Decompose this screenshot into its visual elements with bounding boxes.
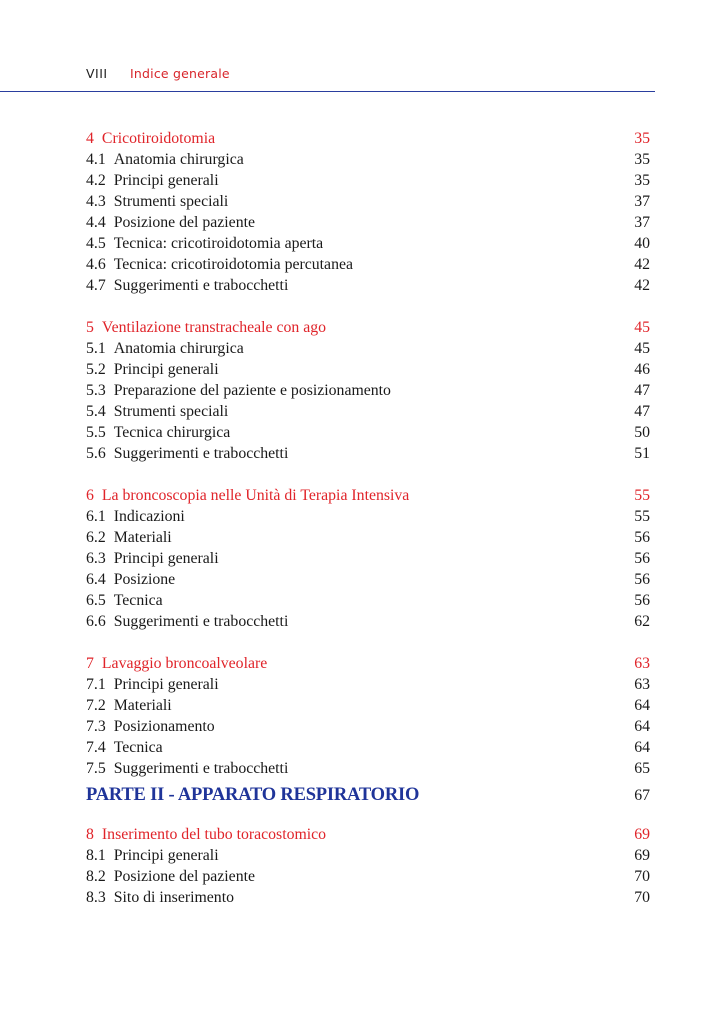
section-label <box>86 170 219 191</box>
section-title: Suggerimenti e trabocchetti <box>113 760 289 777</box>
chapter-title: Lavaggio broncoalveolare <box>101 655 268 672</box>
chapters-after-part <box>86 824 650 908</box>
section-title: Materiali <box>113 529 172 546</box>
section-title: Tecnica: cricotiroidotomia aperta <box>113 235 324 252</box>
section-page: 35 <box>634 151 650 168</box>
part-page: 67 <box>634 787 650 804</box>
chapter-page: 63 <box>634 655 650 672</box>
chapter-number: 6 <box>86 487 94 504</box>
section-label <box>86 191 228 212</box>
section-entry[interactable] <box>86 254 650 275</box>
chapter-page: 55 <box>634 487 650 504</box>
section-label <box>86 443 288 464</box>
chapter-page: 35 <box>634 130 650 147</box>
chapter-entry[interactable] <box>86 485 650 506</box>
section-page: 42 <box>634 277 650 294</box>
section-label <box>86 401 228 422</box>
section-page: 69 <box>634 847 650 864</box>
section-title: Sito di inserimento <box>113 889 234 906</box>
chapter-title: Inserimento del tubo toracostomico <box>101 826 327 843</box>
section-entry[interactable] <box>86 443 650 464</box>
section-entry[interactable] <box>86 359 650 380</box>
section-number: 4.1 <box>86 151 106 168</box>
section-entry[interactable] <box>86 212 650 233</box>
chapter-label <box>86 485 409 506</box>
chapter-title: La broncoscopia nelle Unità di Terapia Intensiva <box>101 487 410 504</box>
section-title: Tecnica <box>113 739 163 756</box>
section-number: 6.4 <box>86 571 106 588</box>
section-number: 7.4 <box>86 739 106 756</box>
spacer <box>86 632 650 653</box>
section-entry[interactable] <box>86 149 650 170</box>
section-entry[interactable] <box>86 191 650 212</box>
section-entry[interactable] <box>86 887 650 908</box>
chapter-number: 5 <box>86 319 94 336</box>
section-page: 46 <box>634 361 650 378</box>
section-page: 56 <box>634 550 650 567</box>
page-number: VIII <box>86 66 108 81</box>
section-number: 6.3 <box>86 550 106 567</box>
section-label <box>86 275 288 296</box>
section-page: 45 <box>634 340 650 357</box>
section-number: 6.2 <box>86 529 106 546</box>
section-page: 62 <box>634 613 650 630</box>
section-title: Principi generali <box>113 676 219 693</box>
section-number: 5.5 <box>86 424 106 441</box>
section-label <box>86 233 323 254</box>
section-title: Tecnica: cricotiroidotomia percutanea <box>113 256 353 273</box>
section-entry[interactable] <box>86 506 650 527</box>
section-entry[interactable] <box>86 866 650 887</box>
section-page: 63 <box>634 676 650 693</box>
chapter-block <box>86 824 650 908</box>
section-title: Principi generali <box>113 172 219 189</box>
section-entry[interactable] <box>86 611 650 632</box>
section-title: Posizione del paziente <box>113 868 255 885</box>
chapter-block <box>86 464 650 632</box>
section-title: Anatomia chirurgica <box>113 151 244 168</box>
section-title: Materiali <box>113 697 172 714</box>
section-page: 37 <box>634 193 650 210</box>
chapter-entry[interactable] <box>86 653 650 674</box>
table-of-contents <box>86 128 650 908</box>
section-entry[interactable] <box>86 380 650 401</box>
chapter-title: Ventilazione transtracheale con ago <box>101 319 327 336</box>
chapter-label <box>86 824 326 845</box>
chapter-title: Cricotiroidotomia <box>101 130 216 147</box>
chapters-before-part <box>86 128 650 779</box>
section-label <box>86 674 219 695</box>
section-page: 55 <box>634 508 650 525</box>
section-number: 8.3 <box>86 889 106 906</box>
section-number: 5.4 <box>86 403 106 420</box>
section-page: 35 <box>634 172 650 189</box>
section-page: 50 <box>634 424 650 441</box>
section-label <box>86 149 244 170</box>
section-label <box>86 338 244 359</box>
section-number: 4.5 <box>86 235 106 252</box>
section-number: 4.3 <box>86 193 106 210</box>
section-number: 5.3 <box>86 382 106 399</box>
chapter-block <box>86 632 650 779</box>
section-number: 7.2 <box>86 697 106 714</box>
section-number: 6.6 <box>86 613 106 630</box>
section-page: 65 <box>634 760 650 777</box>
section-label <box>86 506 185 527</box>
section-title: Posizione del paziente <box>113 214 255 231</box>
chapter-label <box>86 653 267 674</box>
section-page: 70 <box>634 868 650 885</box>
section-label <box>86 845 219 866</box>
section-label <box>86 254 353 275</box>
section-label <box>86 758 288 779</box>
chapter-number: 8 <box>86 826 94 843</box>
section-entry[interactable] <box>86 674 650 695</box>
section-page: 56 <box>634 529 650 546</box>
section-label <box>86 611 288 632</box>
section-number: 7.3 <box>86 718 106 735</box>
section-page: 40 <box>634 235 650 252</box>
chapter-entry[interactable] <box>86 824 650 845</box>
section-title: Tecnica chirurgica <box>113 424 231 441</box>
chapter-entry[interactable] <box>86 317 650 338</box>
section-page: 51 <box>634 445 650 462</box>
section-page: 47 <box>634 403 650 420</box>
chapter-label <box>86 317 326 338</box>
section-entry[interactable] <box>86 548 650 569</box>
section-page: 70 <box>634 889 650 906</box>
section-label <box>86 422 230 443</box>
section-number: 4.7 <box>86 277 106 294</box>
section-number: 6.1 <box>86 508 106 525</box>
section-label <box>86 527 172 548</box>
chapter-block <box>86 296 650 464</box>
section-number: 8.2 <box>86 868 106 885</box>
section-label <box>86 359 219 380</box>
section-number: 7.1 <box>86 676 106 693</box>
section-entry[interactable] <box>86 233 650 254</box>
section-label <box>86 380 391 401</box>
spacer <box>86 296 650 317</box>
section-number: 5.6 <box>86 445 106 462</box>
part-heading[interactable] <box>86 785 650 818</box>
section-entry[interactable] <box>86 590 650 611</box>
chapter-block <box>86 128 650 296</box>
section-number: 4.4 <box>86 214 106 231</box>
chapter-number: 4 <box>86 130 94 147</box>
section-page: 47 <box>634 382 650 399</box>
section-label <box>86 737 163 758</box>
chapter-page: 45 <box>634 319 650 336</box>
running-title: Indice generale <box>130 66 230 81</box>
section-page: 37 <box>634 214 650 231</box>
section-title: Strumenti speciali <box>113 403 229 420</box>
section-title: Posizione <box>113 571 176 588</box>
section-number: 4.6 <box>86 256 106 273</box>
section-label <box>86 716 215 737</box>
section-title: Principi generali <box>113 550 219 567</box>
section-label <box>86 590 163 611</box>
section-title: Anatomia chirurgica <box>113 340 244 357</box>
section-page: 56 <box>634 571 650 588</box>
section-entry[interactable] <box>86 338 650 359</box>
section-entry[interactable] <box>86 845 650 866</box>
section-label <box>86 887 234 908</box>
section-entry[interactable] <box>86 758 650 779</box>
section-title: Preparazione del paziente e posizionamento <box>113 382 391 399</box>
section-number: 6.5 <box>86 592 106 609</box>
section-label <box>86 866 255 887</box>
spacer <box>86 464 650 485</box>
section-entry[interactable] <box>86 401 650 422</box>
section-page: 64 <box>634 718 650 735</box>
section-label <box>86 548 219 569</box>
section-page: 64 <box>634 739 650 756</box>
section-page: 56 <box>634 592 650 609</box>
section-title: Principi generali <box>113 361 219 378</box>
section-number: 5.1 <box>86 340 106 357</box>
section-title: Posizionamento <box>113 718 215 735</box>
section-entry[interactable] <box>86 695 650 716</box>
chapter-label <box>86 128 215 149</box>
section-number: 8.1 <box>86 847 106 864</box>
section-entry[interactable] <box>86 170 650 191</box>
section-title: Principi generali <box>113 847 219 864</box>
section-entry[interactable] <box>86 737 650 758</box>
section-title: Suggerimenti e trabocchetti <box>113 445 289 462</box>
section-title: Tecnica <box>113 592 163 609</box>
section-number: 4.2 <box>86 172 106 189</box>
section-title: Strumenti speciali <box>113 193 229 210</box>
section-label <box>86 695 172 716</box>
section-title: Suggerimenti e trabocchetti <box>113 277 289 294</box>
section-title: Suggerimenti e trabocchetti <box>113 613 289 630</box>
section-title: Indicazioni <box>113 508 185 525</box>
section-number: 7.5 <box>86 760 106 777</box>
header-rule <box>0 91 655 92</box>
section-number: 5.2 <box>86 361 106 378</box>
section-page: 64 <box>634 697 650 714</box>
section-page: 42 <box>634 256 650 273</box>
section-entry[interactable] <box>86 422 650 443</box>
section-entry[interactable] <box>86 569 650 590</box>
chapter-number: 7 <box>86 655 94 672</box>
section-label <box>86 569 175 590</box>
section-entry[interactable] <box>86 527 650 548</box>
running-header <box>86 66 230 86</box>
chapter-entry[interactable] <box>86 128 650 149</box>
section-entry[interactable] <box>86 275 650 296</box>
section-label <box>86 212 255 233</box>
chapter-page: 69 <box>634 826 650 843</box>
part-title: PARTE II - APPARATO RESPIRATORIO <box>86 785 420 805</box>
section-entry[interactable] <box>86 716 650 737</box>
